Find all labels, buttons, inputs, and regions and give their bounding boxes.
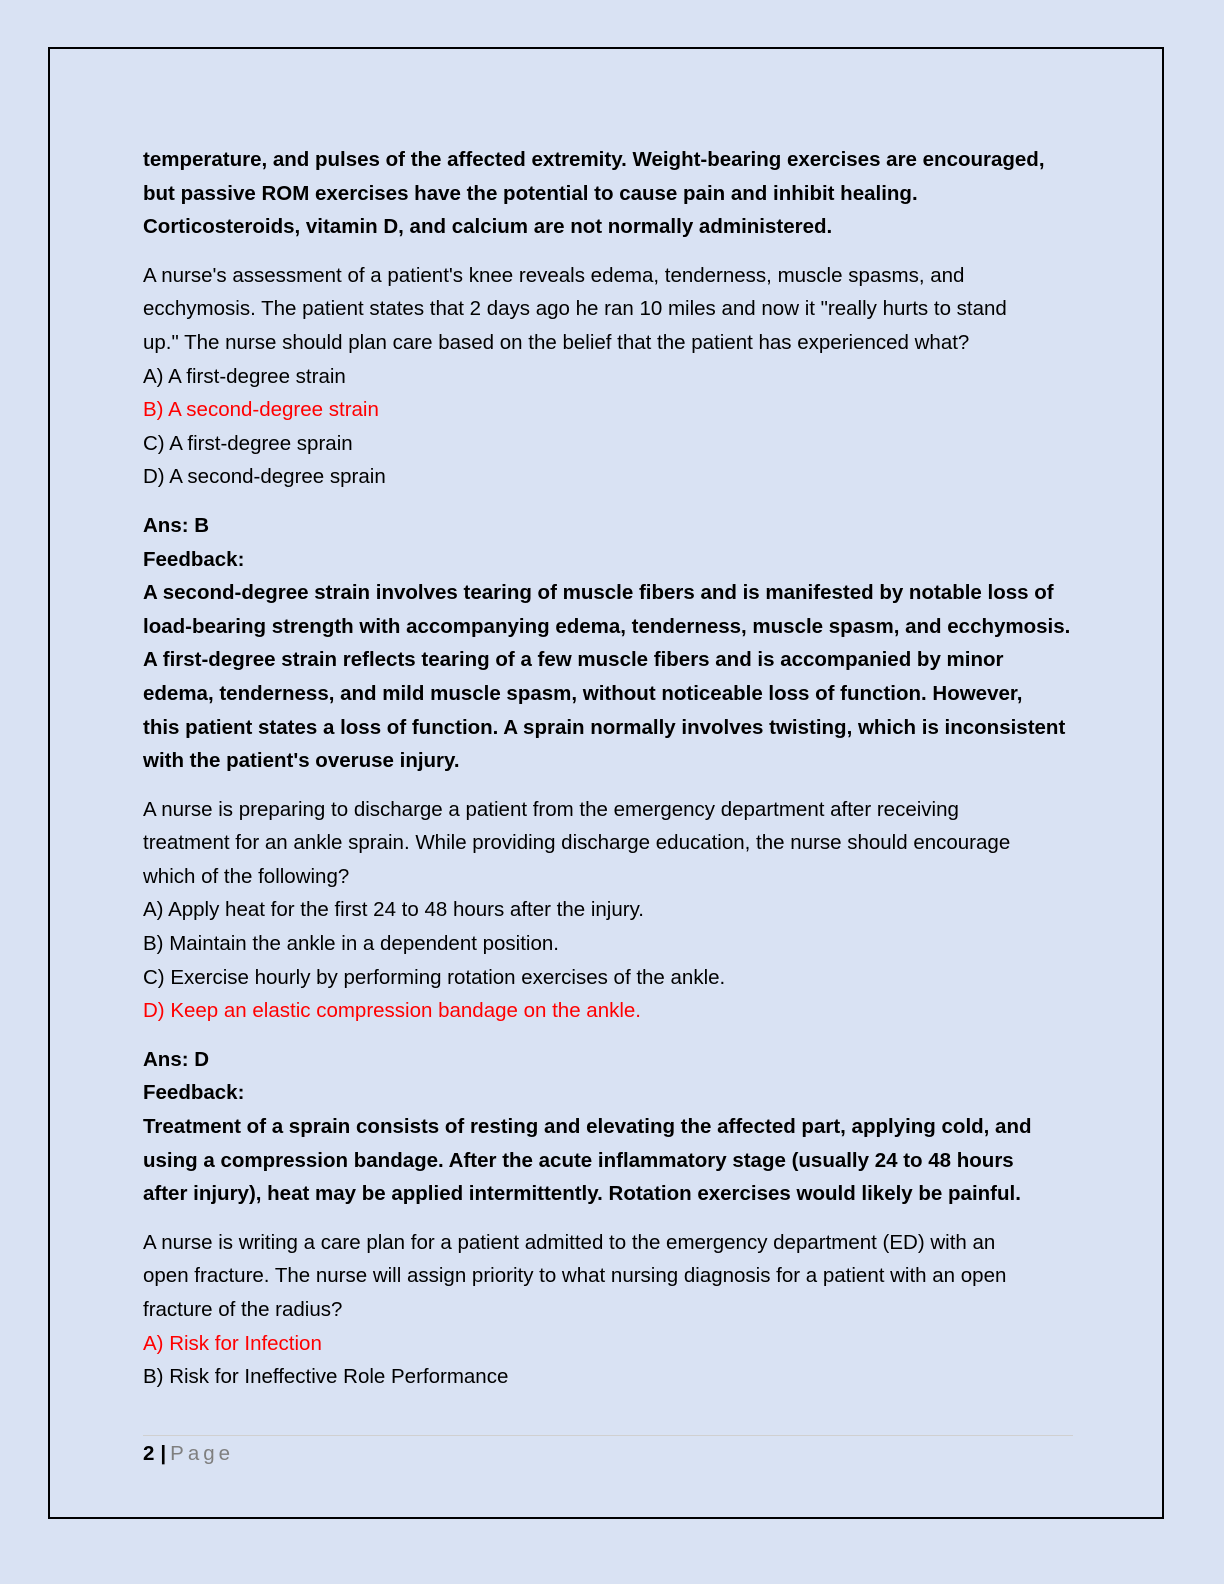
- page-label: Page: [170, 1442, 235, 1465]
- option-b-correct: B) A second-degree strain: [143, 398, 379, 422]
- answer-label: Ans: B: [143, 513, 210, 537]
- option-a: A) A first-degree strain: [143, 364, 346, 388]
- answer-block-1: [143, 509, 1083, 778]
- question-stem: [143, 259, 1083, 360]
- feedback-label: Feedback:: [143, 1081, 245, 1105]
- text-line: open fracture. The nurse will assign priority to what nursing diagnosis for a patient with an open: [143, 1264, 1007, 1288]
- page-number: 2: [143, 1442, 155, 1465]
- text-line: up." The nurse should plan care based on the belief that the patient has experienced what?: [143, 330, 970, 354]
- text-line: A nurse is writing a care plan for a patient admitted to the emergency department (ED) with an: [143, 1230, 996, 1254]
- footer-separator: |: [160, 1442, 167, 1465]
- text-line: this patient states a loss of function. A sprain normally involves twisting, which is inconsistent: [143, 715, 1066, 739]
- answer-label: Ans: D: [143, 1047, 210, 1071]
- question-1: [143, 259, 1083, 494]
- option-a: A) Apply heat for the first 24 to 48 hours after the injury.: [143, 898, 644, 922]
- option-b: B) Risk for Ineffective Role Performance: [143, 1365, 509, 1389]
- feedback-label: Feedback:: [143, 547, 245, 571]
- text-line: temperature, and pulses of the affected extremity. Weight-bearing exercises are encouraged,: [143, 148, 1045, 171]
- page-footer: [143, 1440, 234, 1468]
- text-line: but passive ROM exercises have the potential to cause pain and inhibit healing.: [143, 181, 918, 205]
- question-3: [143, 1226, 1083, 1394]
- text-line: A first-degree strain reflects tearing of a few muscle fibers and is accompanied by minor: [143, 648, 1004, 672]
- text-line: edema, tenderness, and mild muscle spasm, without noticeable loss of function. However,: [143, 681, 1023, 705]
- text-line: treatment for an ankle sprain. While providing discharge education, the nurse should encourage: [143, 831, 1011, 855]
- footer-divider: [143, 1435, 1073, 1436]
- text-line: with the patient's overuse injury.: [143, 749, 460, 773]
- text-line: fracture of the radius?: [143, 1298, 343, 1321]
- text-line: A nurse is preparing to discharge a patient from the emergency department after receiving: [143, 797, 959, 821]
- option-b: B) Maintain the ankle in a dependent position.: [143, 932, 559, 956]
- text-line: load-bearing strength with accompanying edema, tenderness, muscle spasm, and ecchymosis.: [143, 614, 1071, 638]
- question-stem: [143, 1226, 1083, 1327]
- text-line: A second-degree strain involves tearing of muscle fibers and is manifested by notable loss of: [143, 581, 1054, 605]
- text-line: which of the following?: [143, 864, 350, 888]
- text-line: using a compression bandage. After the acute inflammatory stage (usually 24 to 48 hours: [143, 1148, 1014, 1172]
- text-line: ecchymosis. The patient states that 2 days ago he ran 10 miles and now it "really hurts to stand: [143, 297, 1007, 321]
- question-2: [143, 793, 1083, 1028]
- text-line: after injury), heat may be applied intermittently. Rotation exercises would likely be painful.: [143, 1182, 1021, 1206]
- option-c: C) A first-degree sprain: [143, 431, 353, 455]
- option-d-correct: D) Keep an elastic compression bandage on the ankle.: [143, 999, 642, 1023]
- text-line: A nurse's assessment of a patient's knee reveals edema, tenderness, muscle spasms, and: [143, 263, 965, 287]
- answer-block-2: [143, 1043, 1083, 1211]
- document-body: [143, 143, 1083, 1394]
- option-a-correct: A) Risk for Infection: [143, 1331, 322, 1355]
- option-d: D) A second-degree sprain: [143, 465, 386, 489]
- question-stem: [143, 793, 1083, 894]
- text-line: Corticosteroids, vitamin D, and calcium are not normally administered.: [143, 215, 833, 239]
- option-c: C) Exercise hourly by performing rotation exercises of the ankle.: [143, 965, 726, 989]
- text-line: Treatment of a sprain consists of resting and elevating the affected part, applying cold, and: [143, 1115, 1032, 1139]
- continued-feedback: [143, 143, 1083, 244]
